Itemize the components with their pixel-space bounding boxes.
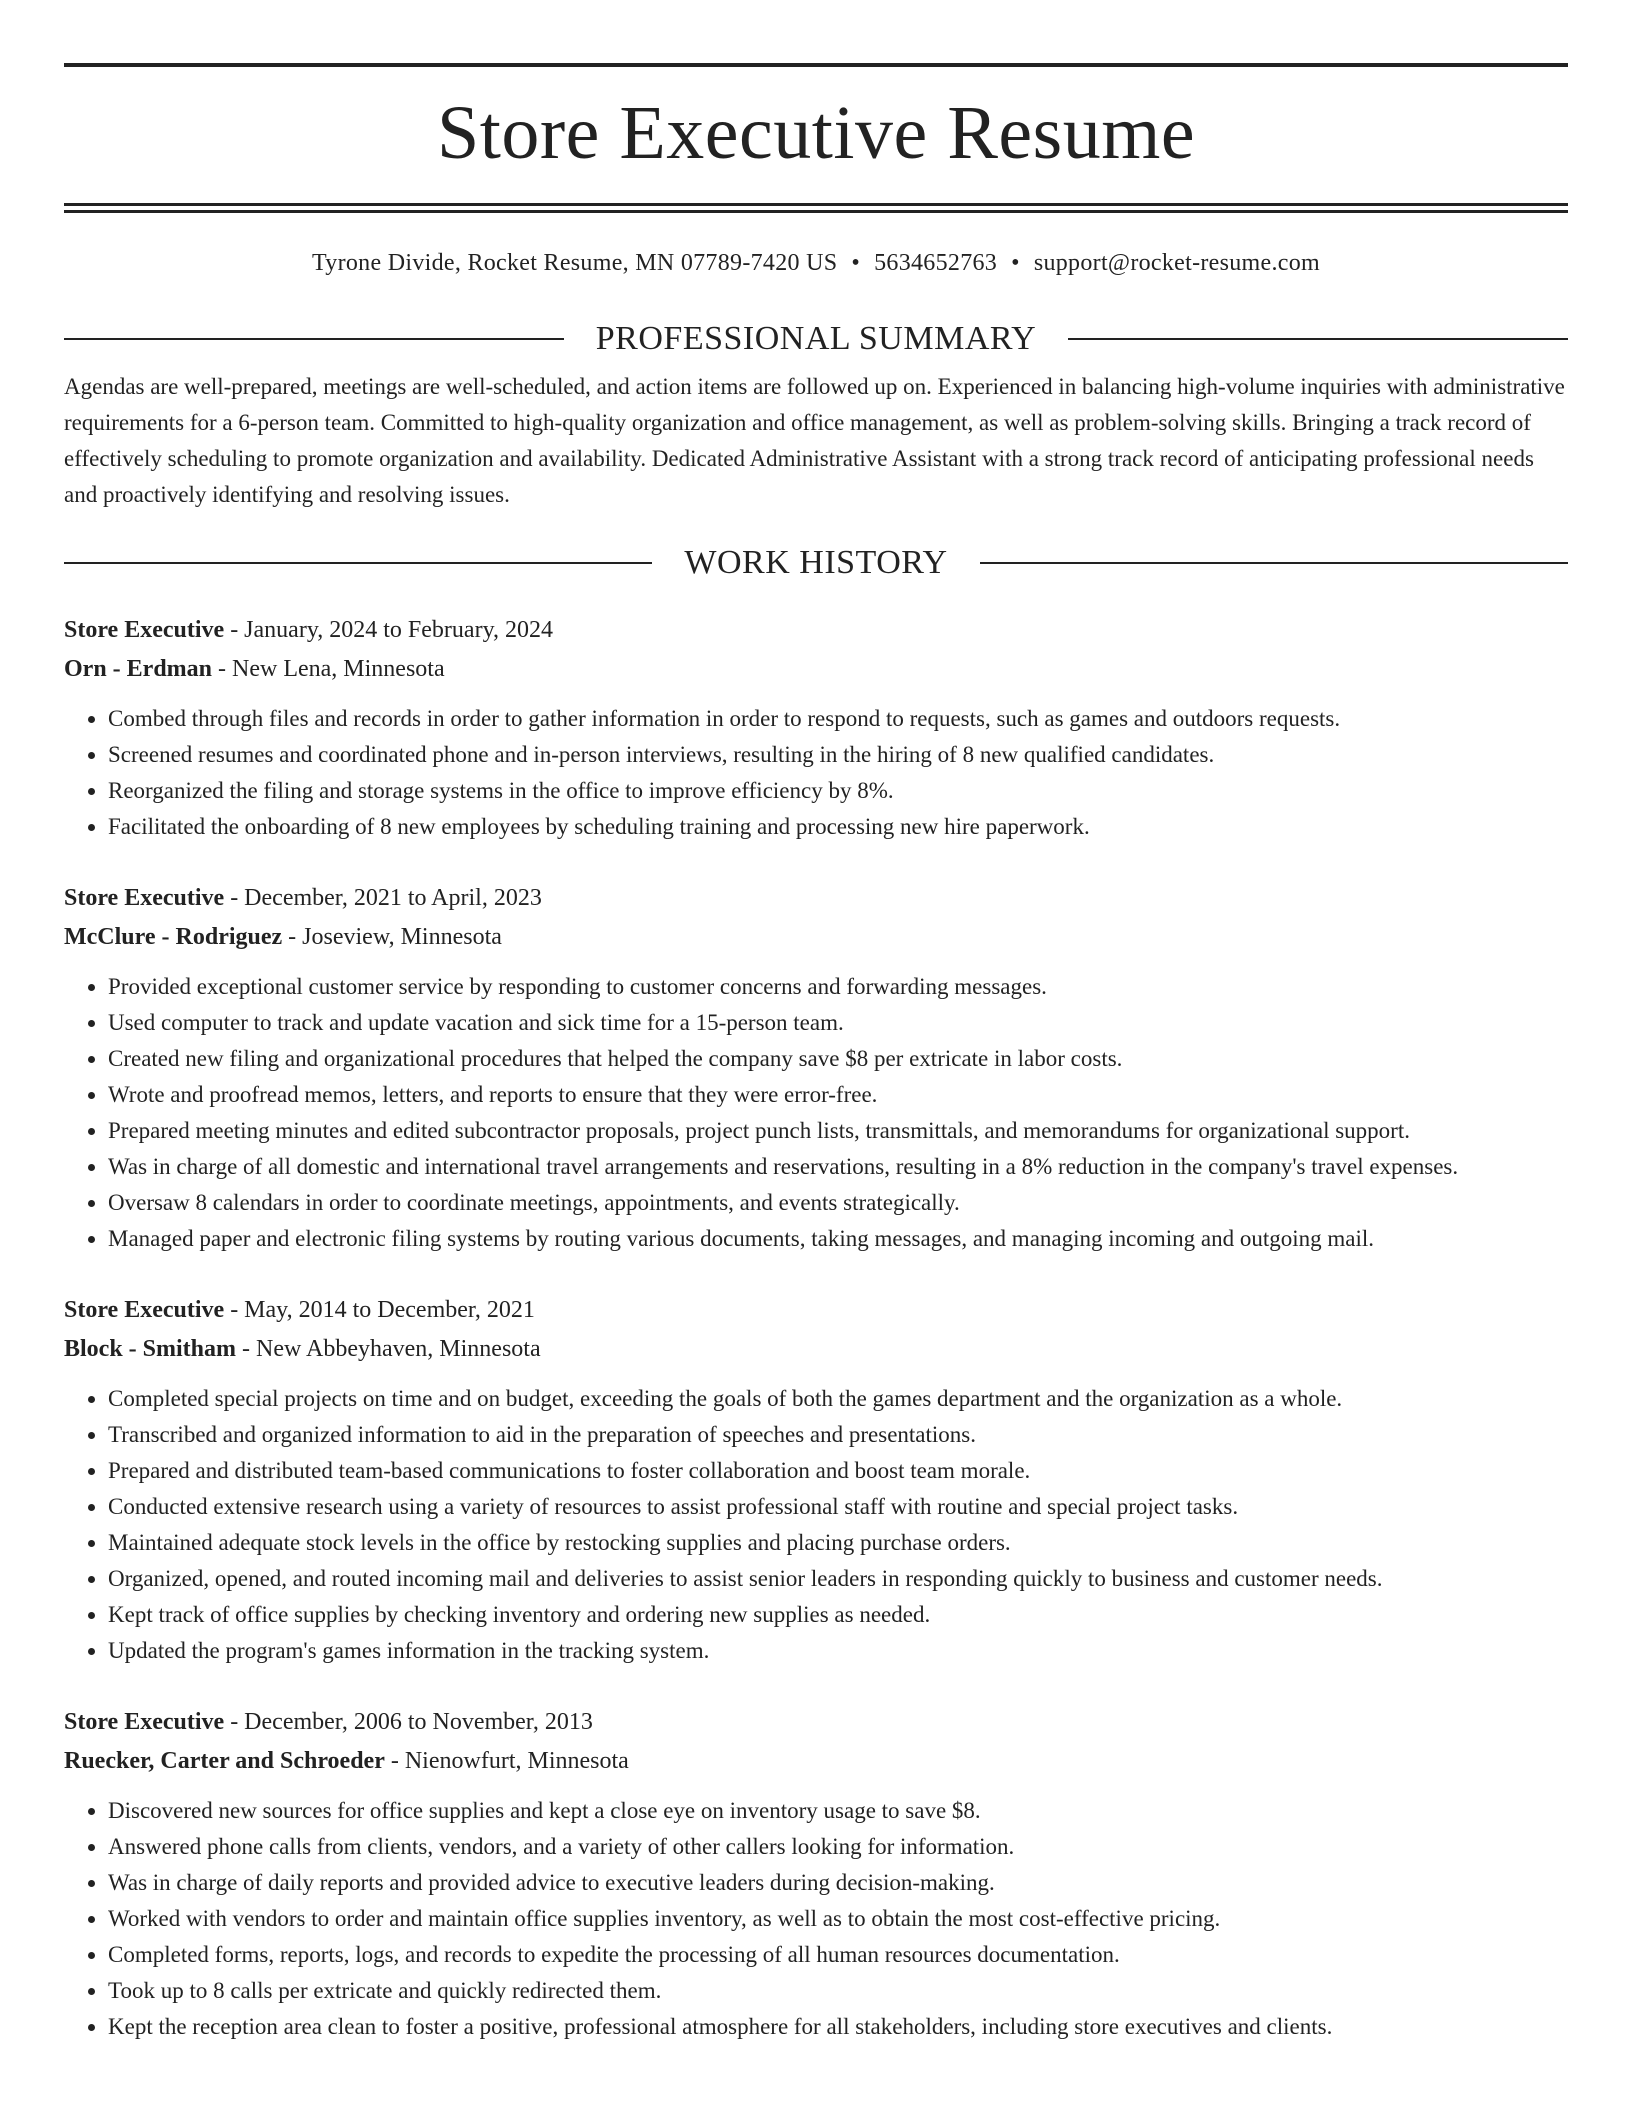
job-bullet: • Wrote and proofread memos, letters, and reports to ensure that they were error-free. xyxy=(108,1077,1568,1113)
summary-text: Agendas are well-prepared, meetings are well-scheduled, and action items are followed up on. Experienced in balancing high-volume inquiries with administrative requirements for a 6-person team. Committed to high-quality organization and office management, as well as problem-solving skills. Bringing a track record of effectively scheduling to promote organization and availability. Dedicated Administrative Assistant with a strong track record of anticipating professional needs and proactively identifying and resolving issues. xyxy=(64,374,1565,507)
job-bullet: • Combed through files and records in order to gather information in order to respond to requests, such as games and outdoors requests. xyxy=(108,701,1568,737)
job-bullets xyxy=(64,701,1568,845)
job-bullet: • Screened resumes and coordinated phone and in-person interviews, resulting in the hiring of 8 new qualified candidates. xyxy=(108,737,1568,773)
job-company-line xyxy=(64,1742,1568,1781)
job-title-line xyxy=(64,1703,1568,1742)
job-company: Orn - Erdman xyxy=(64,656,213,682)
top-rule xyxy=(64,63,1568,67)
job-bullet: • Used computer to track and update vacation and sick time for a 15-person team. xyxy=(108,1005,1568,1041)
job-bullet: • Oversaw 8 calendars in order to coordinate meetings, appointments, and events strategically. xyxy=(108,1185,1568,1221)
job-bullet: • Reorganized the filing and storage systems in the office to improve efficiency by 8%. xyxy=(108,773,1568,809)
job-bullet: • Managed paper and electronic filing systems by routing various documents, taking messages, and managing incoming and outgoing mail. xyxy=(108,1221,1568,1257)
contact-phone: 5634652763 xyxy=(874,250,998,276)
job-company: Block - Smitham xyxy=(64,1336,237,1362)
job-dates: - May, 2014 to December, 2021 xyxy=(224,1297,535,1323)
job-bullet: • Updated the program's games information in the tracking system. xyxy=(108,1633,1568,1669)
job-bullet: • Kept the reception area clean to foster a positive, professional atmosphere for all stakeholders, including store executives and clients. xyxy=(108,2009,1568,2045)
job-bullet: • Completed special projects on time and on budget, exceeding the goals of both the games department and the organization as a whole. xyxy=(108,1381,1568,1417)
job-title: Store Executive xyxy=(64,1297,225,1323)
job-bullet: • Completed forms, reports, logs, and records to expedite the processing of all human resources documentation. xyxy=(108,1937,1568,1973)
job-bullet: • Organized, opened, and routed incoming mail and deliveries to assist senior leaders in responding quickly to business and customer needs. xyxy=(108,1561,1568,1597)
work-history-heading xyxy=(64,543,1568,583)
job-bullet: • Created new filing and organizational procedures that helped the company save $8 per extricate in labor costs. xyxy=(108,1041,1568,1077)
summary-heading xyxy=(64,319,1568,359)
job-bullets xyxy=(64,969,1568,1257)
job-bullets xyxy=(64,1381,1568,1669)
resume-title: Store Executive Resume xyxy=(436,91,1196,175)
contact-line xyxy=(64,247,1568,279)
job-bullet: • Was in charge of daily reports and provided advice to executive leaders during decision-making. xyxy=(108,1865,1568,1901)
job-company: Ruecker, Carter and Schroeder xyxy=(64,1748,385,1774)
job-bullet: • Was in charge of all domestic and international travel arrangements and reservations, resulting in a 8% reduction in the company's travel expenses. xyxy=(108,1149,1568,1185)
job-company-line xyxy=(64,918,1568,957)
job-dates: - December, 2021 to April, 2023 xyxy=(224,885,542,911)
job-bullet: • Transcribed and organized information to aid in the preparation of speeches and presentations. xyxy=(108,1417,1568,1453)
job-bullet: • Maintained adequate stock levels in the office by restocking supplies and placing purchase orders. xyxy=(108,1525,1568,1561)
job-bullet: • Worked with vendors to order and maintain office supplies inventory, as well as to obtain the most cost-effective pricing. xyxy=(108,1901,1568,1937)
title-double-rule xyxy=(64,203,1568,213)
job-company: McClure - Rodriguez xyxy=(64,924,283,950)
job-bullet: • Prepared meeting minutes and edited subcontractor proposals, project punch lists, transmittals, and memorandums for organizational support. xyxy=(108,1113,1568,1149)
heading-rule-left xyxy=(64,338,564,340)
job-location: - New Abbeyhaven, Minnesota xyxy=(236,1336,541,1362)
job-company-line xyxy=(64,1330,1568,1369)
job-dates: - January, 2024 to February, 2024 xyxy=(224,617,554,643)
job-entry xyxy=(64,1291,1568,1669)
contact-address: Tyrone Divide, Rocket Resume, MN 07789-7420 US xyxy=(312,250,838,276)
job-dates: - December, 2006 to November, 2013 xyxy=(224,1709,593,1735)
job-title-line xyxy=(64,879,1568,918)
job-bullet: • Prepared and distributed team-based communications to foster collaboration and boost team morale. xyxy=(108,1453,1568,1489)
job-bullet: • Took up to 8 calls per extricate and quickly redirected them. xyxy=(108,1973,1568,2009)
job-bullet: • Kept track of office supplies by checking inventory and ordering new supplies as needed. xyxy=(108,1597,1568,1633)
job-title-line xyxy=(64,611,1568,650)
job-bullet: • Provided exceptional customer service by responding to customer concerns and forwarding messages. xyxy=(108,969,1568,1005)
contact-email: support@rocket-resume.com xyxy=(1033,250,1320,276)
job-title: Store Executive xyxy=(64,1709,225,1735)
job-list xyxy=(64,611,1568,2045)
job-location: - Nienowfurt, Minnesota xyxy=(384,1748,629,1774)
job-entry xyxy=(64,611,1568,845)
job-bullet: • Answered phone calls from clients, vendors, and a variety of other callers looking for information. xyxy=(108,1829,1568,1865)
job-title-line xyxy=(64,1291,1568,1330)
job-bullet: • Discovered new sources for office supplies and kept a close eye on inventory usage to save $8. xyxy=(108,1793,1568,1829)
job-company-line xyxy=(64,650,1568,689)
heading-rule-left xyxy=(64,562,652,564)
work-history-heading-label: WORK HISTORY xyxy=(684,544,948,581)
contact-separator: • xyxy=(1011,250,1020,276)
job-title: Store Executive xyxy=(64,885,225,911)
heading-rule-right xyxy=(980,562,1568,564)
job-entry xyxy=(64,879,1568,1257)
heading-rule-right xyxy=(1068,338,1568,340)
job-location: - Joseview, Minnesota xyxy=(282,924,502,950)
summary-heading-label: PROFESSIONAL SUMMARY xyxy=(595,320,1037,357)
job-location: - New Lena, Minnesota xyxy=(212,656,445,682)
job-bullet: • Facilitated the onboarding of 8 new employees by scheduling training and processing new hire paperwork. xyxy=(108,809,1568,845)
job-bullet: • Conducted extensive research using a variety of resources to assist professional staff with routine and special project tasks. xyxy=(108,1489,1568,1525)
contact-separator: • xyxy=(851,250,861,276)
job-bullets xyxy=(64,1793,1568,2045)
job-entry xyxy=(64,1703,1568,2045)
job-title: Store Executive xyxy=(64,617,225,643)
